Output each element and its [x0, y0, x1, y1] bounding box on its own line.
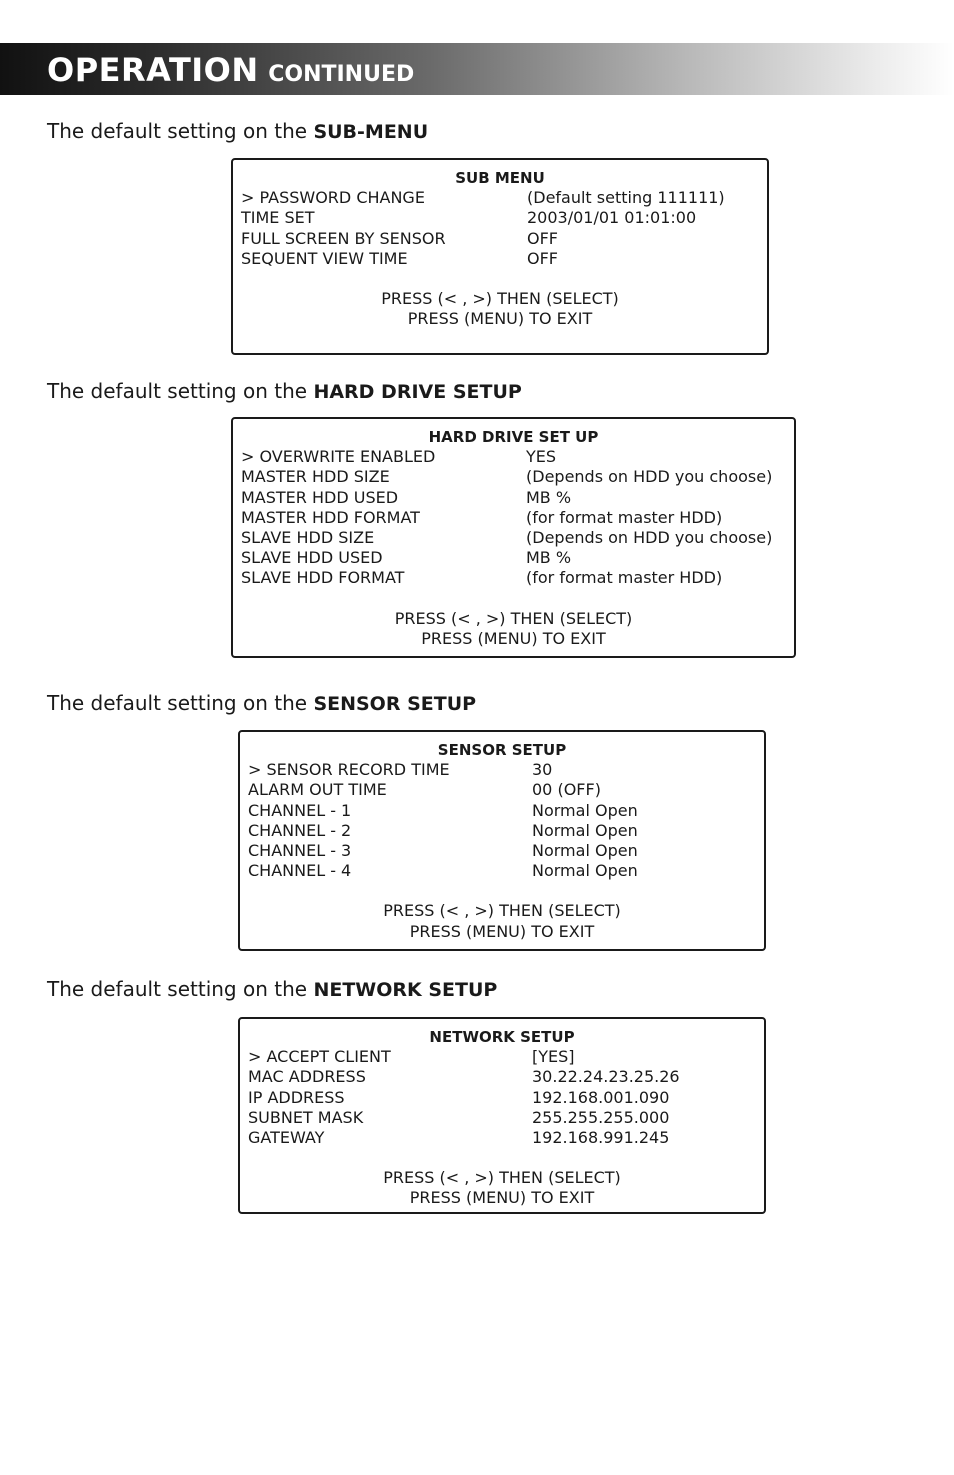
- menu-footer: [241, 609, 786, 649]
- network-setup-box: [238, 1017, 766, 1214]
- footer-exit-hint: PRESS (MENU) TO EXIT: [421, 628, 606, 648]
- row-label: MASTER HDD FORMAT: [241, 507, 420, 527]
- menu-row: [248, 801, 756, 821]
- row-label: CHANNEL - 4: [248, 861, 352, 881]
- row-value: 30: [532, 760, 553, 780]
- row-value: 255.255.255.000: [532, 1107, 670, 1127]
- menu-row: [248, 760, 756, 780]
- row-label: MASTER HDD SIZE: [241, 467, 390, 487]
- row-value: Normal Open: [532, 861, 638, 881]
- intro-prefix: The default setting on the: [47, 379, 314, 403]
- header-subtitle: CONTINUED: [268, 62, 415, 87]
- row-label: GATEWAY: [248, 1127, 325, 1147]
- intro-prefix: The default setting on the: [47, 119, 314, 143]
- footer-select-hint: PRESS (< , >) THEN (SELECT): [394, 608, 633, 628]
- menu-title: SUB MENU: [455, 169, 545, 187]
- menu-row: [241, 488, 786, 508]
- menu-row: [241, 548, 786, 568]
- section-intro-sensor: [47, 691, 476, 715]
- menu-row: [241, 508, 786, 528]
- intro-strong: SENSOR SETUP: [313, 693, 477, 715]
- row-value: (Depends on HDD you choose): [526, 467, 773, 487]
- menu-row: [248, 1088, 756, 1108]
- row-label: IP ADDRESS: [248, 1087, 345, 1107]
- row-value: YES: [526, 447, 557, 467]
- row-value: Normal Open: [532, 840, 638, 860]
- row-label: > ACCEPT CLIENT: [248, 1047, 391, 1067]
- row-label: FULL SCREEN BY SENSOR: [241, 228, 446, 248]
- row-value: 2003/01/01 01:01:00: [527, 208, 697, 228]
- row-value: OFF: [527, 228, 558, 248]
- footer-exit-hint: PRESS (MENU) TO EXIT: [407, 309, 593, 329]
- menu-footer: [248, 1168, 756, 1208]
- row-label: ALARM OUT TIME: [248, 780, 387, 800]
- footer-select-hint: PRESS (< , >) THEN (SELECT): [383, 901, 621, 921]
- row-label: MAC ADDRESS: [248, 1067, 366, 1087]
- intro-strong: NETWORK SETUP: [313, 979, 498, 1001]
- row-label: SLAVE HDD SIZE: [241, 527, 375, 547]
- menu-row: [241, 249, 759, 269]
- menu-row: [248, 1047, 756, 1067]
- row-label: CHANNEL - 2: [248, 820, 352, 840]
- section-intro-hard-drive: [47, 379, 522, 403]
- menu-row: [241, 208, 759, 228]
- sensor-setup-box: [238, 730, 766, 951]
- row-value: MB %: [526, 487, 572, 507]
- intro-prefix: The default setting on the: [47, 977, 314, 1001]
- row-value: (Default setting 111111): [527, 188, 725, 208]
- menu-row: [241, 447, 786, 467]
- row-value: OFF: [527, 248, 558, 268]
- section-intro-sub-menu: [47, 119, 428, 143]
- footer-select-hint: PRESS (< , >) THEN (SELECT): [381, 288, 619, 308]
- header-title: OPERATION: [47, 51, 259, 89]
- row-label: > OVERWRITE ENABLED: [241, 447, 436, 467]
- menu-row: [248, 821, 756, 841]
- row-label: MASTER HDD USED: [241, 487, 399, 507]
- menu-row: [248, 1108, 756, 1128]
- sub-menu-box: [231, 158, 769, 355]
- menu-row: [241, 568, 786, 588]
- hard-drive-setup-box: [231, 417, 796, 658]
- page-title: [47, 51, 414, 89]
- row-label: SUBNET MASK: [248, 1107, 364, 1127]
- menu-title: HARD DRIVE SET UP: [428, 428, 599, 446]
- footer-exit-hint: PRESS (MENU) TO EXIT: [409, 1188, 595, 1208]
- footer-exit-hint: PRESS (MENU) TO EXIT: [409, 921, 595, 941]
- menu-row: [241, 528, 786, 548]
- row-value: MB %: [526, 548, 572, 568]
- menu-row: [248, 1067, 756, 1087]
- menu-row: [248, 1128, 756, 1148]
- row-label: SEQUENT VIEW TIME: [241, 248, 408, 268]
- row-value: 00 (OFF): [532, 780, 601, 800]
- menu-title: NETWORK SETUP: [429, 1028, 575, 1046]
- menu-title: SENSOR SETUP: [437, 741, 567, 759]
- row-value: 192.168.991.245: [532, 1127, 670, 1147]
- section-intro-network: [47, 977, 497, 1001]
- menu-footer: [241, 289, 759, 329]
- intro-prefix: The default setting on the: [47, 691, 314, 715]
- row-label: > PASSWORD CHANGE: [241, 188, 425, 208]
- row-label: TIME SET: [241, 208, 315, 228]
- intro-strong: HARD DRIVE SETUP: [313, 381, 522, 403]
- menu-row: [241, 188, 759, 208]
- row-value: 192.168.001.090: [532, 1087, 670, 1107]
- row-value: (for format master HDD): [526, 568, 723, 588]
- menu-row: [248, 780, 756, 800]
- intro-strong: SUB-MENU: [313, 121, 429, 143]
- menu-row: [248, 841, 756, 861]
- row-label: > SENSOR RECORD TIME: [248, 760, 450, 780]
- menu-row: [241, 467, 786, 487]
- menu-footer: [248, 901, 756, 941]
- row-value: (Depends on HDD you choose): [526, 527, 773, 547]
- row-value: Normal Open: [532, 820, 638, 840]
- footer-select-hint: PRESS (< , >) THEN (SELECT): [383, 1168, 621, 1188]
- row-label: SLAVE HDD USED: [241, 548, 383, 568]
- row-value: (for format master HDD): [526, 507, 723, 527]
- row-label: CHANNEL - 1: [248, 800, 352, 820]
- menu-row: [241, 229, 759, 249]
- menu-row: [248, 861, 756, 881]
- row-label: SLAVE HDD FORMAT: [241, 568, 405, 588]
- row-value: 30.22.24.23.25.26: [532, 1067, 680, 1087]
- row-value: Normal Open: [532, 800, 638, 820]
- row-label: CHANNEL - 3: [248, 840, 352, 860]
- row-value: [YES]: [532, 1047, 575, 1067]
